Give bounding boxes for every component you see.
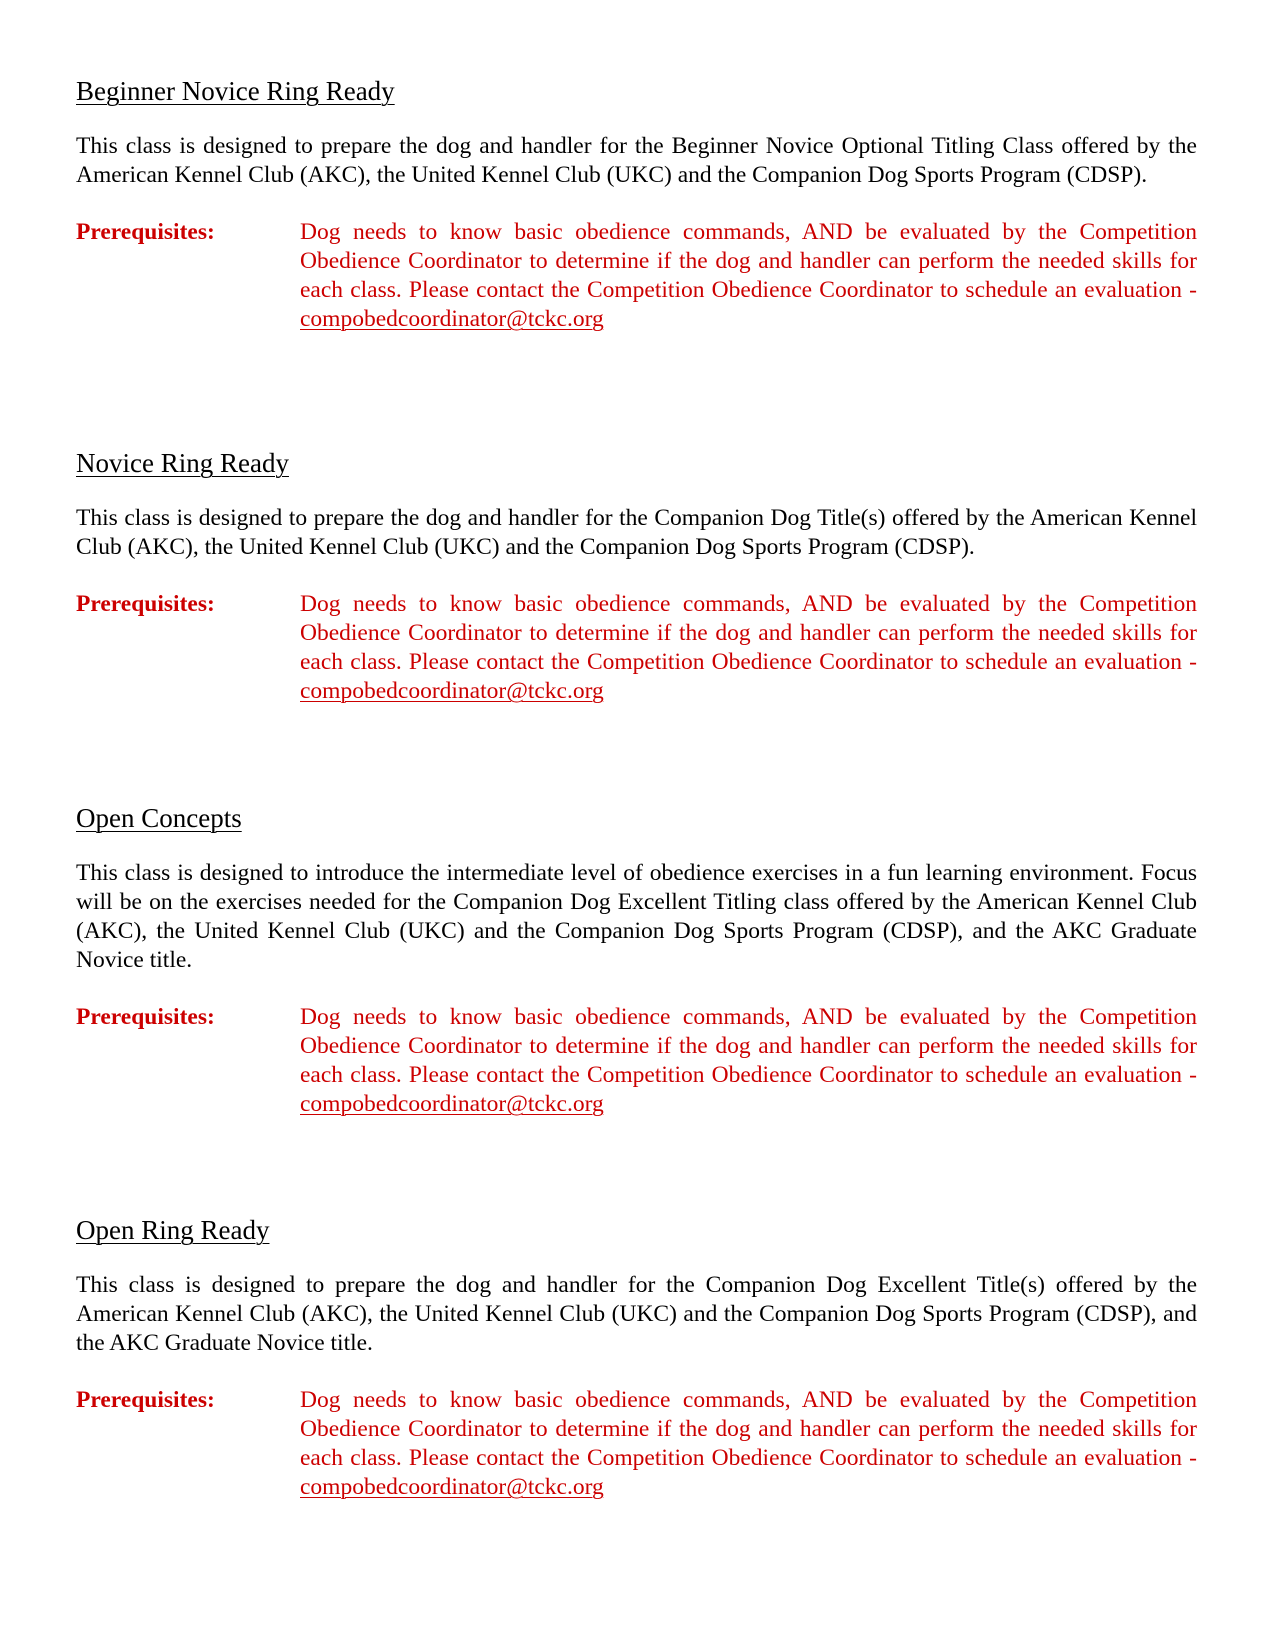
prerequisites-label: Prerequisites: <box>76 1387 215 1413</box>
section-title: Open Ring Ready <box>76 1215 270 1245</box>
prerequisites-text <box>300 218 1197 334</box>
class-section-open-concepts <box>76 803 1197 1119</box>
prerequisites-body: Dog needs to know basic obedience commands, AND be evaluated by the Competition Obedience Coordinator to determine if the dog and handler can perform the needed skills for each class. Please contact the Competition Obedience Coordinator to schedule an evaluation - <box>300 219 1197 303</box>
section-description: This class is designed to introduce the intermediate level of obedience exercises in a fun learning environment. Focus will be on the exercises needed for the Companion Dog Excellent Titling class offered by the American Kennel Club (AKC), the United Kennel Club (UKC) and the Companion Dog Sports Program (CDSP), and the AKC Graduate Novice title. <box>76 860 1197 973</box>
section-description: This class is designed to prepare the dog and handler for the Companion Dog Title(s) offered by the American Kennel Club (AKC), the United Kennel Club (UKC) and the Companion Dog Sports Program (CDSP). <box>76 505 1197 560</box>
prerequisites-body: Dog needs to know basic obedience commands, AND be evaluated by the Competition Obedience Coordinator to determine if the dog and handler can perform the needed skills for each class. Please contact the Competition Obedience Coordinator to schedule an evaluation - <box>300 1387 1197 1471</box>
section-title: Beginner Novice Ring Ready <box>76 76 395 106</box>
class-section-open-ring-ready <box>76 1215 1197 1502</box>
section-description: This class is designed to prepare the dog and handler for the Companion Dog Excellent Title(s) offered by the American Kennel Club (AKC), the United Kennel Club (UKC) and the Companion Dog Sports Program (CDSP), and the AKC Graduate Novice title. <box>76 1272 1197 1356</box>
prerequisites-block <box>76 218 1197 334</box>
class-section-novice-ring-ready <box>76 448 1197 706</box>
prerequisites-text <box>300 1003 1197 1119</box>
section-title: Novice Ring Ready <box>76 448 289 478</box>
prerequisites-text <box>300 590 1197 706</box>
email-link[interactable]: compobedcoordinator@tckc.org <box>300 1474 604 1500</box>
class-section-beginner-novice-ring-ready <box>76 76 1197 334</box>
prerequisites-block <box>76 1003 1197 1119</box>
prerequisites-block <box>76 1386 1197 1502</box>
email-link[interactable]: compobedcoordinator@tckc.org <box>300 1091 604 1117</box>
section-title: Open Concepts <box>76 803 242 833</box>
prerequisites-block <box>76 590 1197 706</box>
prerequisites-body: Dog needs to know basic obedience commands, AND be evaluated by the Competition Obedience Coordinator to determine if the dog and handler can perform the needed skills for each class. Please contact the Competition Obedience Coordinator to schedule an evaluation - <box>300 591 1197 675</box>
prerequisites-label: Prerequisites: <box>76 591 215 617</box>
prerequisites-text <box>300 1386 1197 1502</box>
email-link[interactable]: compobedcoordinator@tckc.org <box>300 306 604 332</box>
section-description: This class is designed to prepare the dog and handler for the Beginner Novice Optional Titling Class offered by the American Kennel Club (AKC), the United Kennel Club (UKC) and the Companion Dog Sports Program (CDSP). <box>76 133 1197 188</box>
prerequisites-label: Prerequisites: <box>76 1004 215 1030</box>
prerequisites-body: Dog needs to know basic obedience commands, AND be evaluated by the Competition Obedience Coordinator to determine if the dog and handler can perform the needed skills for each class. Please contact the Competition Obedience Coordinator to schedule an evaluation - <box>300 1004 1197 1088</box>
email-link[interactable]: compobedcoordinator@tckc.org <box>300 678 604 704</box>
prerequisites-label: Prerequisites: <box>76 219 215 245</box>
